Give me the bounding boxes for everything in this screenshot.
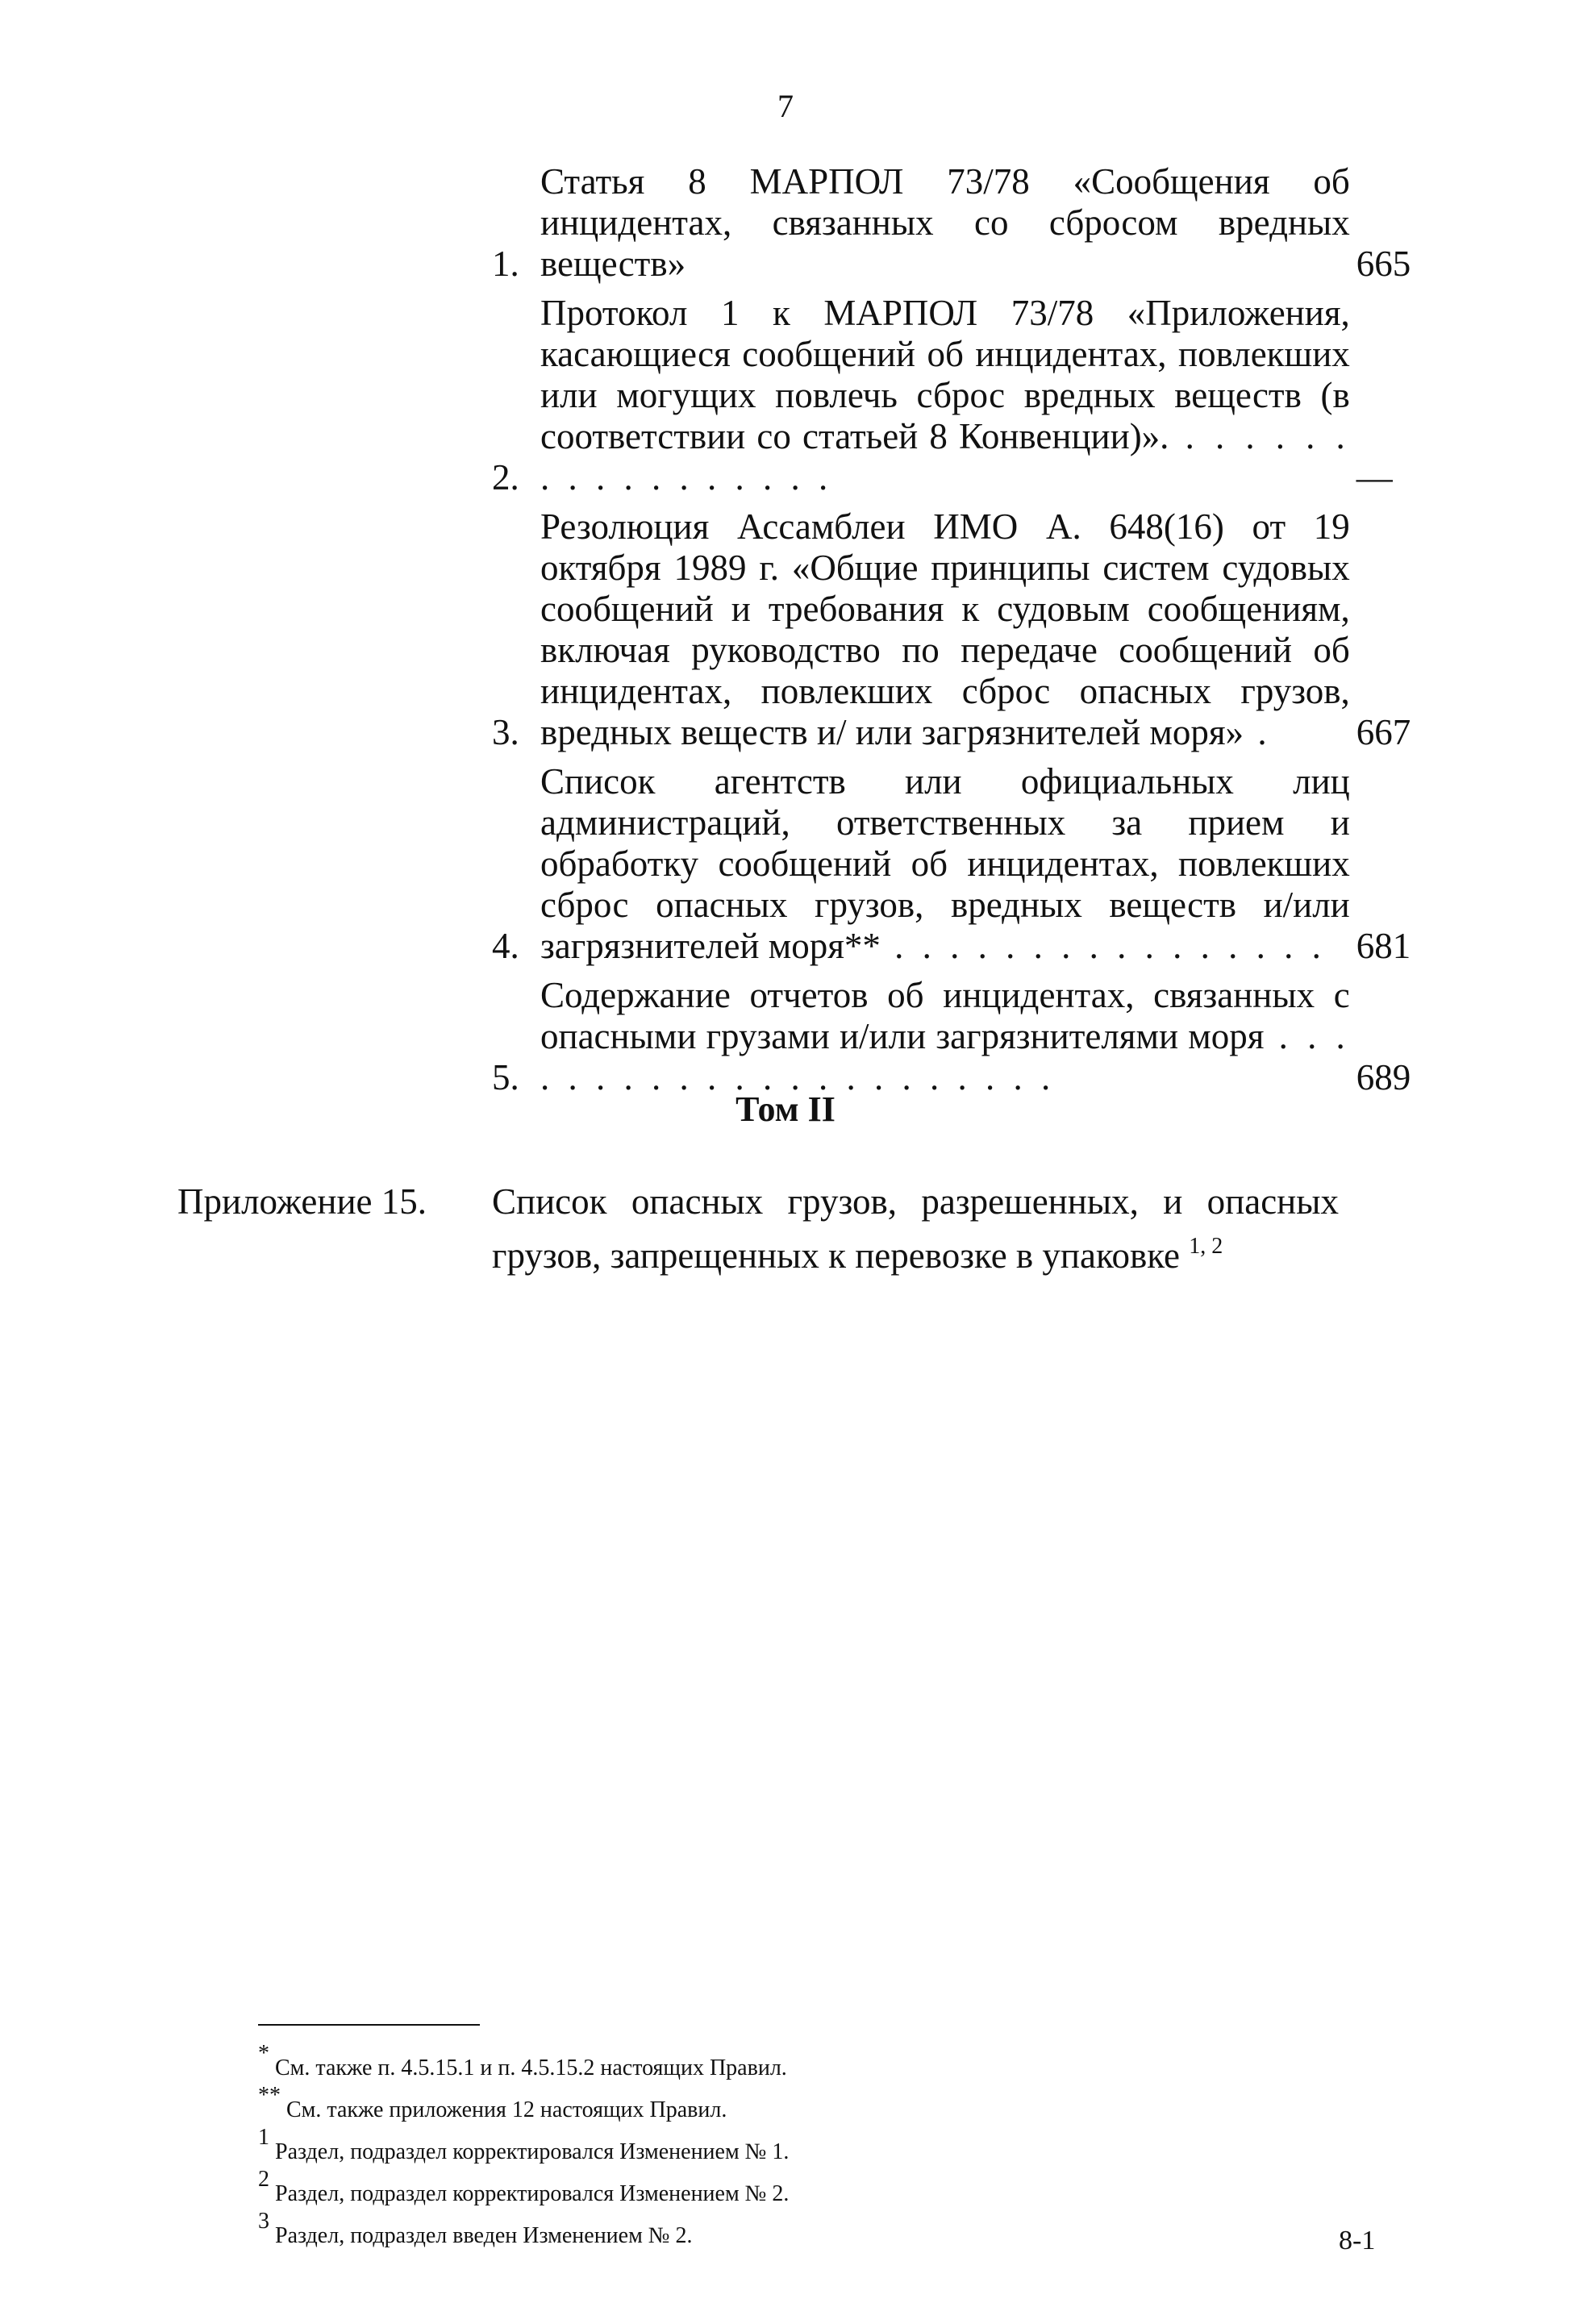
footnote-mark: 1 [258, 2125, 269, 2150]
footnote-mark: * [258, 2041, 269, 2066]
toc-item-number: 1. [492, 244, 519, 284]
footnote [258, 2124, 789, 2166]
sheet-number: 8-1 [1339, 2226, 1376, 2255]
toc-item-page: 667 [1356, 712, 1411, 752]
toc-item-number: 5. [492, 1057, 519, 1097]
footnote-divider [258, 2024, 480, 2026]
footnote-text: Раздел, подраздел введен Изменением № 2. [275, 2223, 693, 2248]
toc-item-number: 3. [492, 712, 519, 752]
toc-item [492, 761, 1411, 967]
footnote-mark: 2 [258, 2167, 269, 2192]
footnote-text: Раздел, подраздел корректировался Изменением № 1. [275, 2139, 790, 2164]
toc-item-page: 681 [1356, 926, 1411, 966]
footnote-text: См. также п. 4.5.15.1 и п. 4.5.15.2 настоящих Правил. [275, 2055, 787, 2080]
footnote [258, 2040, 789, 2082]
toc-item-number: 2. [492, 457, 519, 498]
footnote-mark: ** [258, 2083, 281, 2108]
footnotes [258, 2040, 789, 2250]
toc-item-leader: . [1244, 712, 1272, 752]
toc-item [492, 506, 1411, 753]
toc-item-leader: . . . . . . . . . . . . . . . . . . . . . . [540, 1016, 1350, 1097]
appendix-title: Список опасных грузов, разрешенных, и опасных грузов, запрещенных к перевозке в упаковке [492, 1181, 1339, 1276]
toc-list [492, 161, 1411, 1106]
toc-item-text [540, 161, 1350, 285]
toc-item-leader: . . . . . . . . . . . . . . . . [880, 926, 1326, 966]
toc-item-title: Резолюция Ассамблеи ИМО А. 648(16) от 19 октября 1989 г. «Общие принципы систем судовых сообщений и требования к судовым сообщениям, включая руководство по передаче сообщений об инцидентах, повлекших сброс опасных грузов, вредных веществ и/ или загрязнителей моря» [540, 506, 1350, 752]
footnote [258, 2208, 789, 2250]
toc-item-page: — [1356, 457, 1393, 498]
toc-item-title: Содержание отчетов об инцидентах, связанных с опасными грузами и/или загрязнителями моря [540, 975, 1350, 1056]
toc-item-title: Протокол 1 к МАРПОЛ 73/78 «Приложения, касающиеся сообщений об инцидентах, повлекших или могущих повлечь сброс вредных веществ (в соответствии со статьей 8 Конвенции)». [540, 293, 1350, 456]
appendix-label: Приложение 15. [177, 1181, 427, 1222]
toc-item [492, 293, 1411, 498]
toc-item [492, 975, 1411, 1098]
toc-item-page: 665 [1356, 244, 1411, 284]
footnote-text: См. также приложения 12 настоящих Правил. [286, 2097, 727, 2122]
toc-item-text [540, 761, 1350, 967]
toc-item-title: Статья 8 МАРПОЛ 73/78 «Сообщения об инцидентах, связанных со сбросом вредных веществ» [540, 161, 1350, 284]
footnote [258, 2082, 789, 2124]
volume-heading: Том II [735, 1089, 836, 1129]
toc-item-text [540, 506, 1350, 753]
footnote-mark: 3 [258, 2209, 269, 2234]
toc-item-leader: . . . . . . . . . . . . . . . . . [540, 416, 1350, 498]
page-number: 7 [777, 88, 794, 124]
appendix-footnote-ref: 1, 2 [1189, 1234, 1223, 1259]
toc-item-text [540, 975, 1350, 1098]
footnote-text: Раздел, подраздел корректировался Изменением № 2. [275, 2181, 790, 2206]
footnote [258, 2166, 789, 2208]
toc-item [492, 161, 1411, 285]
toc-item-number: 4. [492, 926, 519, 966]
appendix-text [492, 1179, 1339, 1278]
toc-item-page: 689 [1356, 1057, 1411, 1097]
toc-item-title: Список агентств или официальных лиц администраций, ответственных за прием и обработку сообщений об инцидентах, повлекших сброс опасных грузов, вредных веществ и/или загрязнителей моря** [540, 761, 1350, 966]
toc-item-text [540, 293, 1350, 498]
